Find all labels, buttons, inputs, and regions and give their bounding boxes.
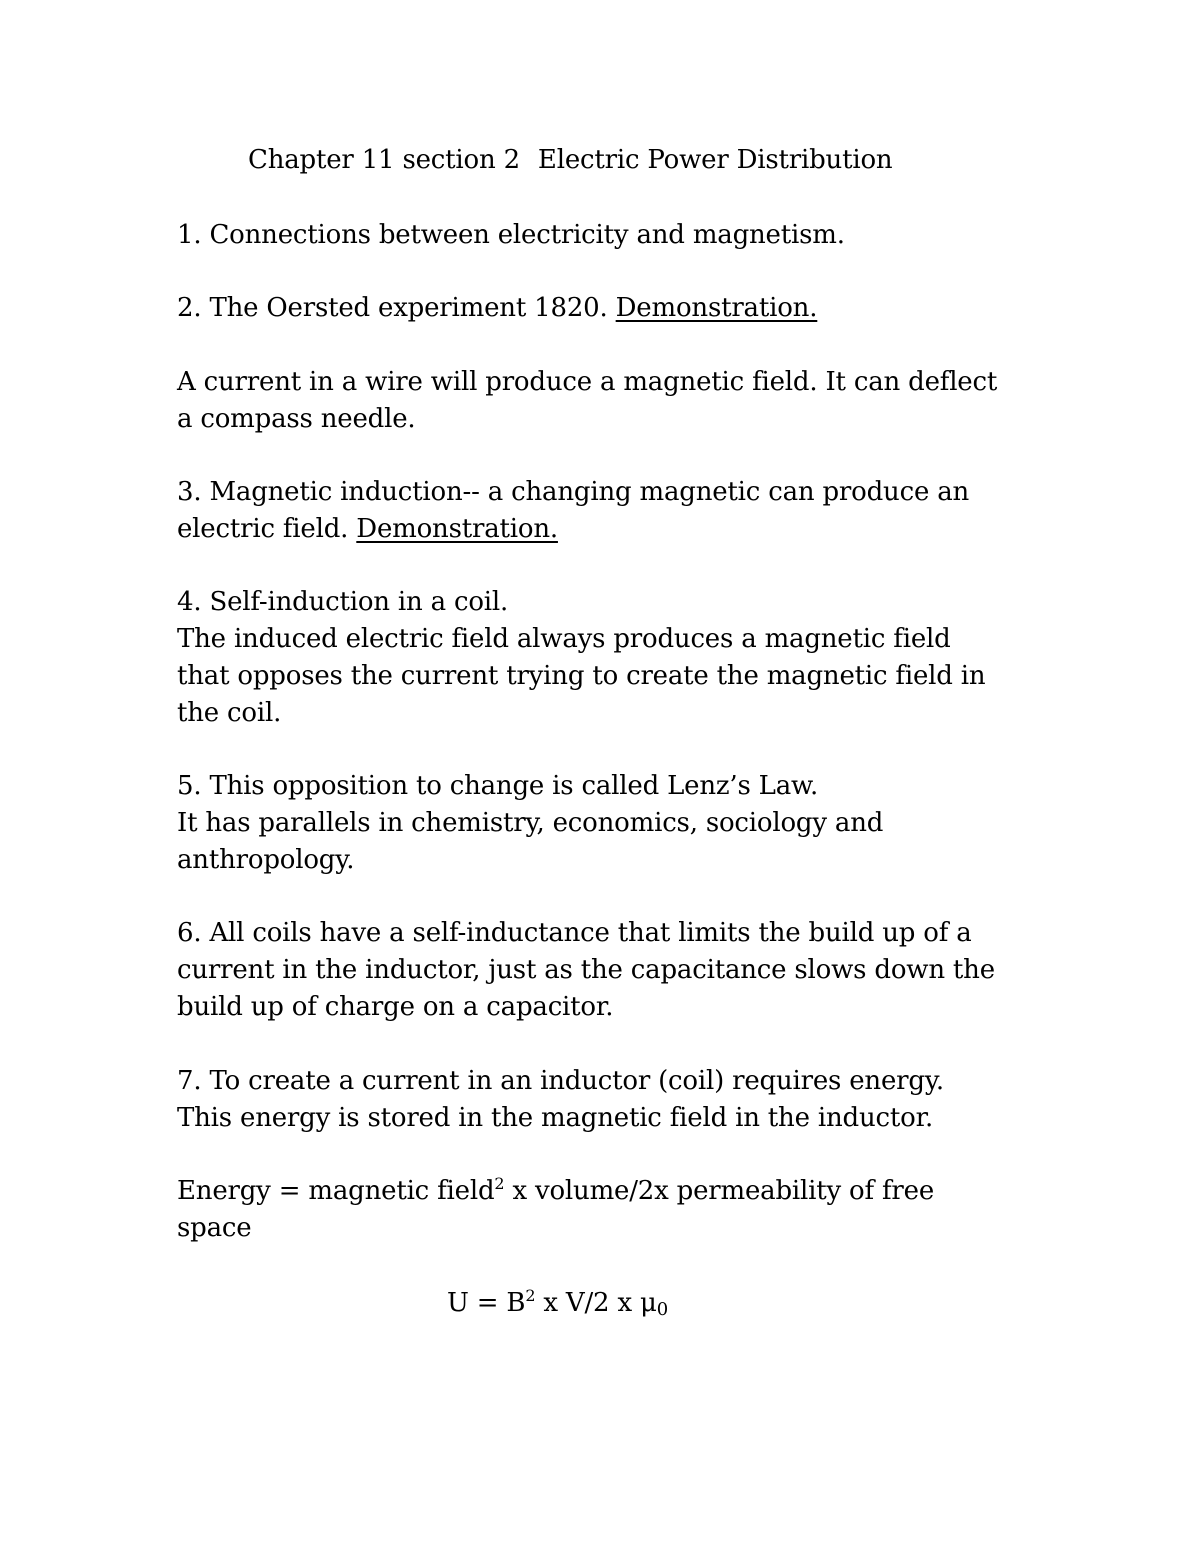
energy-text-b: x volume/2x permeability of free — [504, 1176, 935, 1206]
paragraph-current-line-2: a compass needle. — [177, 404, 416, 434]
energy-definition-line-1 — [177, 1173, 934, 1210]
item-5-line-3: anthropology. — [177, 845, 355, 875]
item-6-line-3: build up of charge on a capacitor. — [177, 992, 614, 1022]
formula-mid: x V/2 x μ — [535, 1288, 657, 1318]
item-3-demonstration: Demonstration. — [356, 514, 558, 544]
item-3-line-1: 3. Magnetic induction-- a changing magnetic can produce an — [177, 477, 970, 507]
energy-formula — [447, 1285, 668, 1322]
item-2-demonstration: Demonstration. — [615, 293, 818, 323]
item-6-line-2: current in the inductor, just as the capacitance slows down the — [177, 955, 995, 985]
item-1: 1. Connections between electricity and magnetism. — [177, 220, 845, 250]
formula-lhs: U = B — [447, 1288, 526, 1318]
item-2-text: 2. The Oersted experiment 1820. — [177, 293, 616, 323]
item-3-line-2 — [177, 511, 558, 548]
item-2 — [177, 290, 817, 327]
formula-superscript: 2 — [525, 1286, 536, 1305]
item-4-line-2: The induced electric field always produces a magnetic field — [177, 624, 951, 654]
paragraph-current-line-1: A current in a wire will produce a magnetic field. It can deflect — [177, 367, 998, 397]
item-3-text: electric field. — [177, 514, 357, 544]
item-5-line-1: 5. This opposition to change is called Lenz’s Law. — [177, 771, 819, 801]
item-5-line-2: It has parallels in chemistry, economics, sociology and — [177, 808, 884, 838]
formula-subscript: 0 — [656, 1299, 668, 1320]
item-4-line-3: that opposes the current trying to create the magnetic field in — [177, 661, 986, 691]
item-4-line-1: 4. Self-induction in a coil. — [177, 587, 509, 617]
item-6-line-1: 6. All coils have a self-inductance that limits the build up of a — [177, 918, 972, 948]
page-title — [248, 142, 892, 179]
energy-text-a: Energy = magnetic field — [177, 1176, 495, 1206]
item-7-line-1: 7. To create a current in an inductor (coil) requires energy. — [177, 1066, 944, 1096]
title-chapter: Chapter 11 section 2 — [248, 145, 520, 175]
energy-definition-line-2: space — [177, 1213, 252, 1243]
title-topic: Electric Power Distribution — [537, 145, 893, 175]
energy-superscript: 2 — [494, 1174, 505, 1193]
item-4-line-4: the coil. — [177, 698, 282, 728]
item-7-line-2: This energy is stored in the magnetic field in the inductor. — [177, 1103, 934, 1133]
